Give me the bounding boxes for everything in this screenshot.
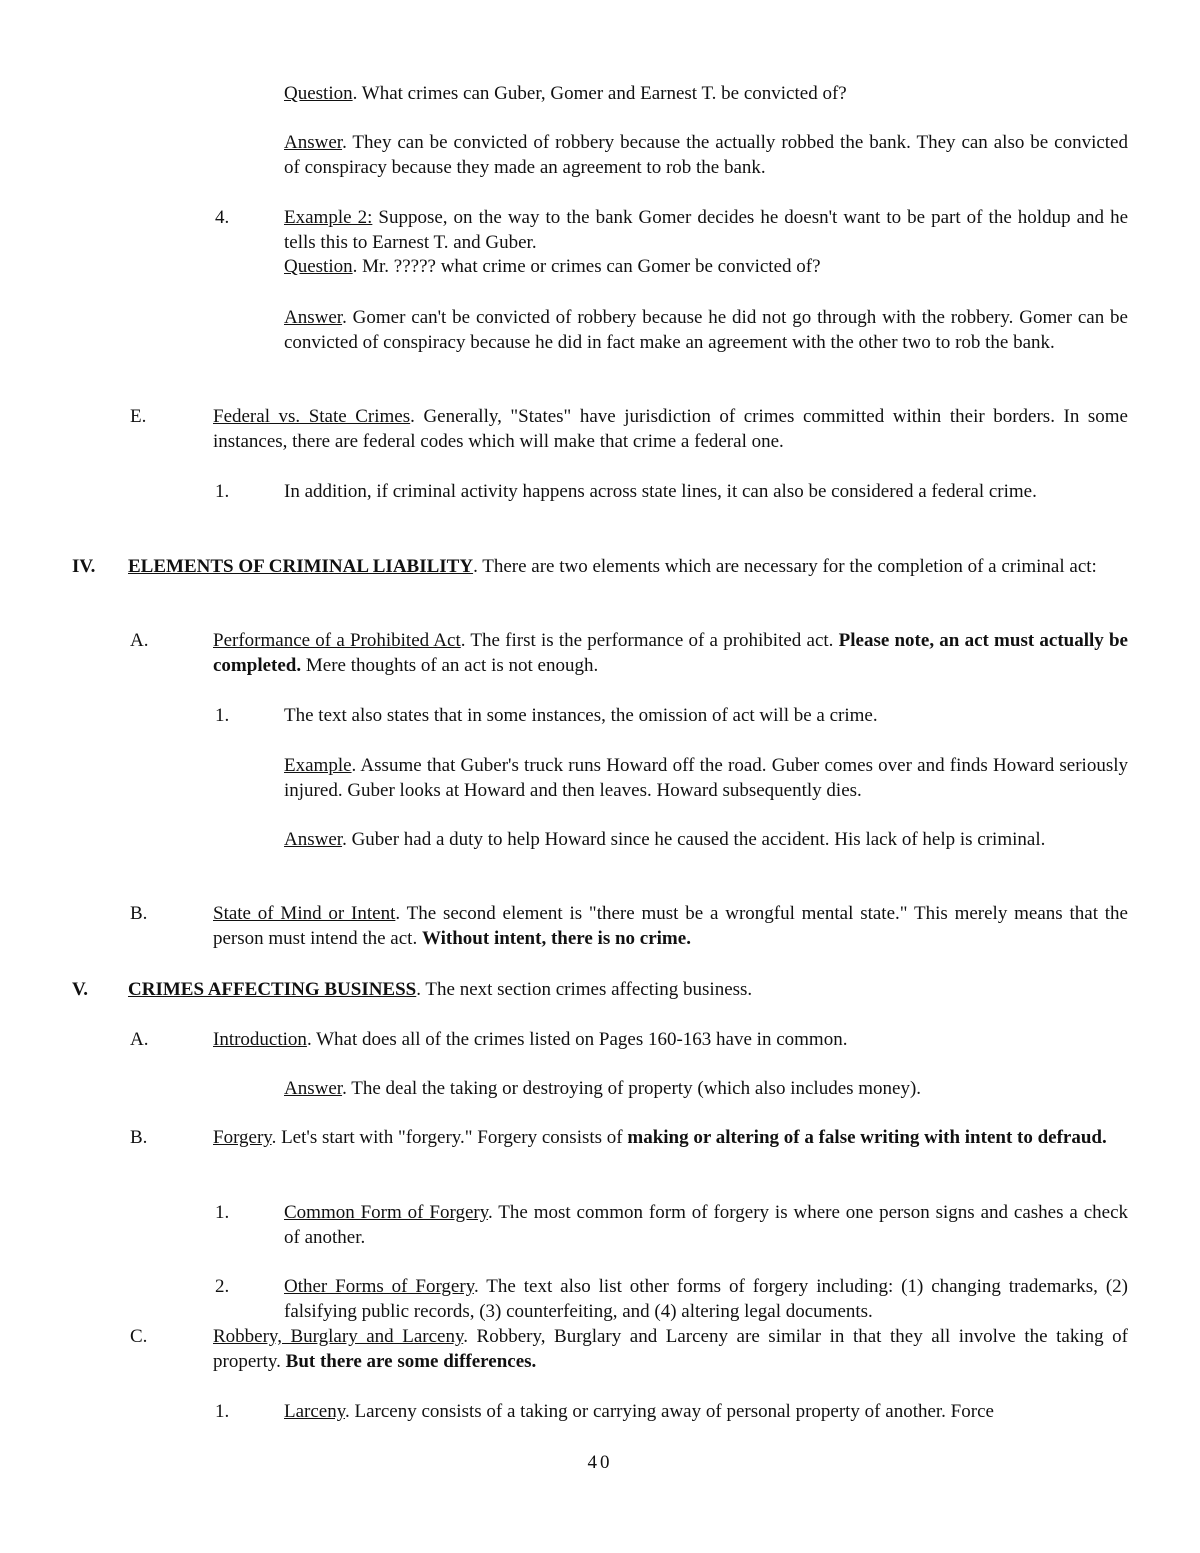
emphasis-text: making or altering of a false writing with intent to defraud. [627, 1127, 1107, 1148]
heading-text: Answer [284, 132, 343, 153]
heading-text: Question [284, 256, 353, 277]
paragraph [213, 629, 1128, 678]
body-text: . What crimes can Guber, Gomer and Earnest T. be convicted of? [352, 83, 847, 104]
heading-text: Robbery, Burglary and Larceny [213, 1326, 464, 1347]
heading-text: Forgery [213, 1127, 272, 1148]
heading-text: Common Form of Forgery [284, 1202, 488, 1223]
heading-text: Larceny [284, 1401, 345, 1422]
heading-text: Example [284, 755, 352, 776]
heading-text: Answer [284, 1078, 343, 1099]
item-label: C. [130, 1326, 148, 1347]
body-text: In addition, if criminal activity happens across state lines, it can also be considered a federal crime. [284, 481, 1037, 502]
heading-text: Question [284, 83, 353, 104]
item-label: 4. [215, 207, 230, 228]
paragraph [284, 754, 1128, 803]
paragraph [284, 206, 1128, 255]
body-text: . The deal the taking or destroying of property (which also includes money). [342, 1078, 922, 1099]
body-text: . Larceny consists of a taking or carrying away of personal property of another. Force [345, 1401, 994, 1422]
heading-text: Answer [284, 307, 343, 328]
body-text: . The text also list other forms of forgery including: (1) changing trademarks, (2) falsifying public records, (3) counterfeiting, and (4) altering legal documents. [284, 1276, 1128, 1322]
heading-text: Other Forms of Forgery [284, 1276, 474, 1297]
heading-text: Answer [284, 829, 343, 850]
body-text: Suppose, on the way to the bank Gomer decides he doesn't want to be part of the holdup and he tells this to Earnest T. and Guber. [284, 207, 1128, 253]
item-label: IV. [72, 556, 96, 577]
body-text: The text also states that in some instances, the omission of act will be a crime. [284, 705, 878, 726]
body-text: . Assume that Guber's truck runs Howard off the road. Guber comes over and finds Howard seriously injured. Guber looks at Howard and then leaves. Howard subsequently dies. [284, 755, 1128, 801]
emphasis-text: Without intent, there is no crime. [421, 927, 691, 949]
item-label: 1. [215, 1401, 230, 1422]
item-label: V. [72, 979, 89, 1000]
body-text: . Guber had a duty to help Howard since he caused the accident. His lack of help is criminal. [342, 829, 1046, 850]
item-label: 1. [215, 705, 230, 726]
item-label: 1. [215, 1202, 230, 1223]
item-label: 1. [215, 481, 230, 502]
item-label: E. [130, 406, 147, 427]
body-text: Mere thoughts of an act is not enough. [301, 654, 599, 676]
paragraph [284, 1400, 1128, 1425]
paragraph [213, 1325, 1128, 1374]
body-text: . Gomer can't be convicted of robbery because he did not go through with the robbery. Gomer can be convicted of conspiracy because he did in fact make an agreement with the other two to rob the bank. [284, 307, 1128, 353]
paragraph [284, 1201, 1128, 1250]
paragraph [284, 306, 1128, 355]
heading-text: State of Mind or Intent [213, 903, 396, 924]
item-label: B. [130, 903, 148, 924]
paragraph [213, 902, 1128, 951]
paragraph [284, 255, 1128, 280]
paragraph [213, 405, 1128, 454]
body-text: . Mr. ????? what crime or crimes can Gomer be convicted of? [352, 256, 821, 277]
item-label: A. [130, 630, 149, 651]
paragraph [284, 1077, 1128, 1102]
paragraph [284, 704, 1128, 729]
body-text: . The first is the performance of a prohibited act. [460, 630, 839, 651]
paragraph [213, 1126, 1128, 1151]
body-text: . Generally, "States" have jurisdiction of crimes committed within their borders. In some instances, there are federal codes which will make that crime a federal one. [213, 406, 1128, 452]
emphasis-text: But there are some differences. [285, 1350, 537, 1372]
body-text: . The second element is "there must be a wrongful mental state." This merely means that the person must intend the act. [213, 903, 1128, 949]
item-label: 2. [215, 1276, 230, 1297]
body-text: . The most common form of forgery is where one person signs and cashes a check of another. [284, 1202, 1129, 1248]
heading-text: ELEMENTS OF CRIMINAL LIABILITY [128, 556, 474, 577]
paragraph [128, 978, 1128, 1003]
item-label: B. [130, 1127, 148, 1148]
paragraph [284, 1275, 1128, 1324]
body-text: . Let's start with "forgery." Forgery consists of [271, 1127, 628, 1148]
body-text: . They can be convicted of robbery because the actually robbed the bank. They can also be convicted of conspiracy because they made an agreement to rob the bank. [284, 132, 1128, 178]
emphasis-text: Please note, an act must actually be completed. [213, 630, 1128, 676]
body-text: . What does all of the crimes listed on Pages 160-163 have in common. [306, 1029, 848, 1050]
body-text: . There are two elements which are necessary for the completion of a criminal act: [473, 556, 1097, 577]
heading-text: Performance of a Prohibited Act [213, 630, 461, 651]
heading-text: Federal vs. State Crimes [213, 406, 411, 427]
paragraph [284, 828, 1128, 853]
paragraph [284, 82, 1128, 107]
heading-text: CRIMES AFFECTING BUSINESS [128, 979, 417, 1000]
paragraph [284, 480, 1128, 505]
heading-text: Example 2: [284, 207, 373, 228]
heading-text: Introduction [213, 1029, 307, 1050]
page-number: 40 [587, 1452, 613, 1473]
item-label: A. [130, 1029, 149, 1050]
paragraph [284, 131, 1128, 180]
paragraph [128, 555, 1128, 580]
paragraph [213, 1028, 1128, 1053]
body-text: . Robbery, Burglary and Larceny are similar in that they all involve the taking of property. [213, 1326, 1128, 1372]
body-text: . The next section crimes affecting business. [416, 979, 753, 1000]
